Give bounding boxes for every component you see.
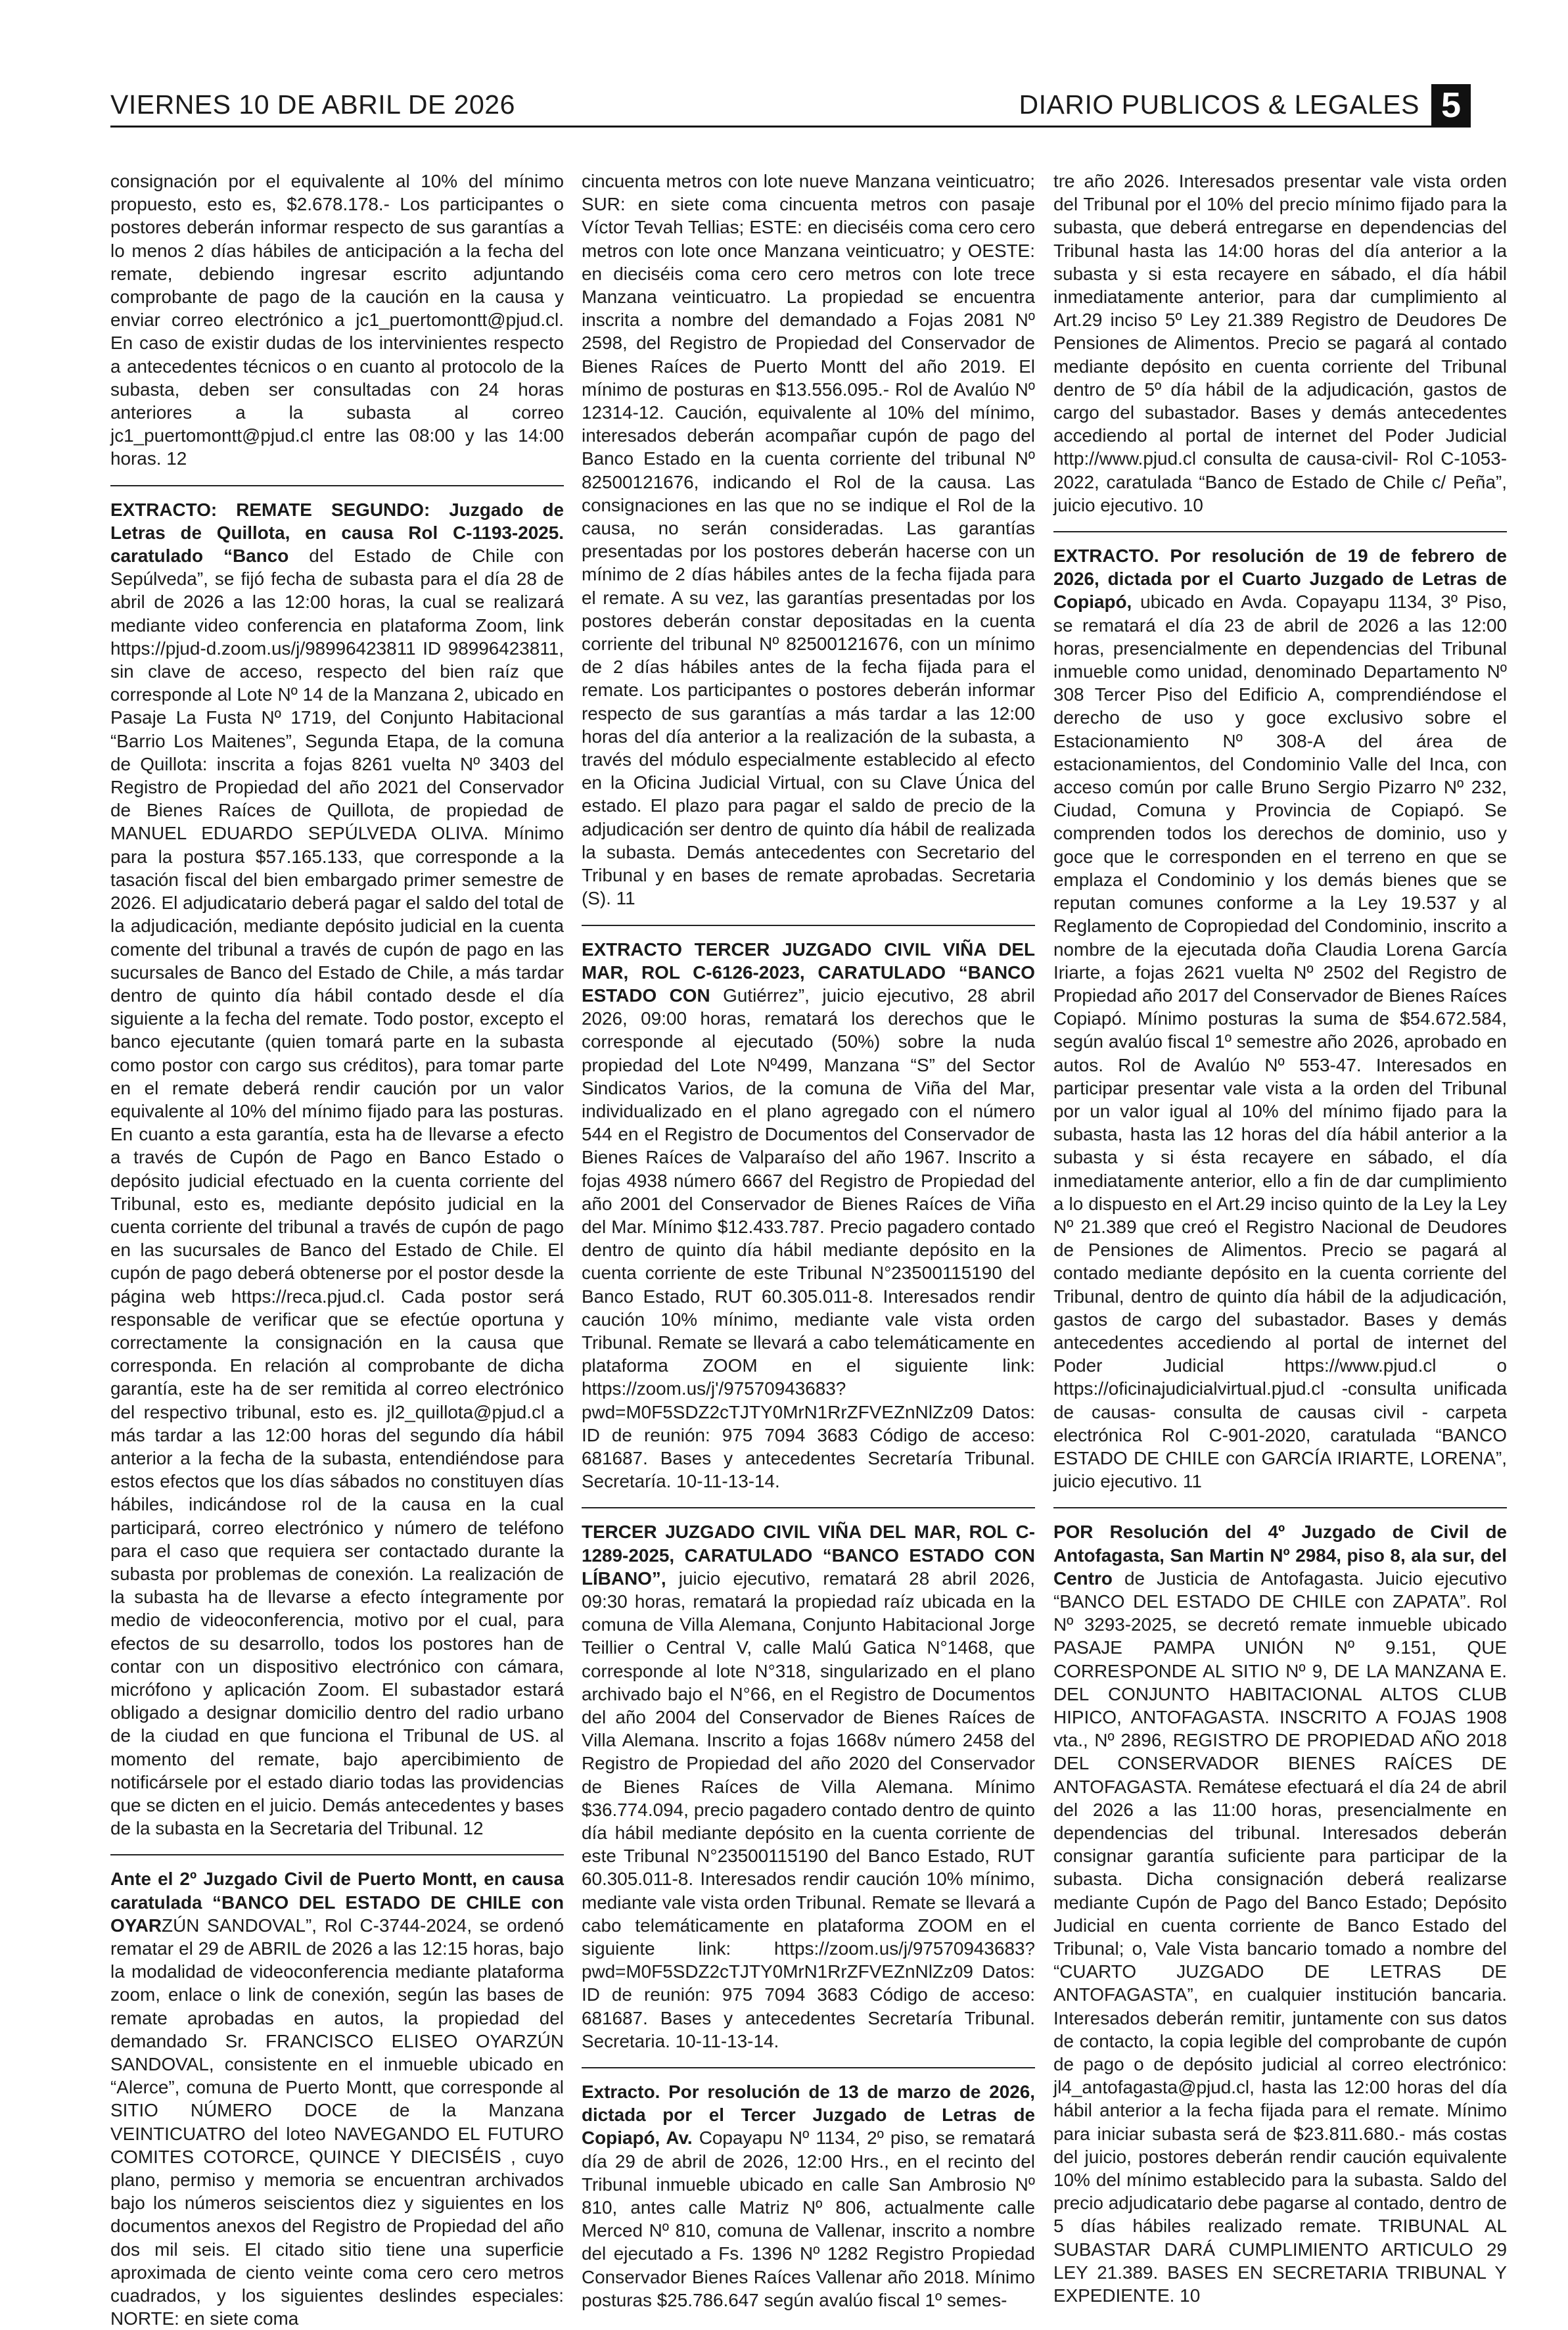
page-header xyxy=(110,85,1471,126)
page-number-badge: 5 xyxy=(1431,84,1471,126)
notice-separator xyxy=(1053,1507,1507,1508)
notice-text: POR Resolución del 4º Juzgado de Civil de Antofagasta, San Martin Nº 2984, piso 8, ala sur, del Centro de Justicia de Antofagasta. Juicio ejecutivo “BANCO DEL ESTADO DE CHILE con ZAPATA”. Rol Nº 3293-2025, se decretó remate inmueble ubicado PASAJE PAMPA UNIÓN Nº 9.151, QUE CORRESPONDE AL SITIO Nº 9, DE LA MANZANA E. DEL CONJUNTO HABITACIONAL ALTOS CLUB HIPICO, ANTOFAGASTA. INSCRITO A FOJAS 1908 vta., Nº 2896, REGISTRO DE PROPIEDAD AÑO 2018 DEL CONSERVADOR BIENES RAÍCES DE ANTOFAGASTA. Remátese efectuará el día 24 de abril del 2026 a las 11:00 horas, presencialmente en dependencias del tribunal. Interesados deberán consignar garantía suficiente para participar de la subasta. Dicha consignación deberá realizarse mediante Cupón de Pago del Banco Estado; Depósito Judicial en cuenta corriente de Banco Estado del Tribunal; o, Vale Vista bancario tomado a nombre del “CUARTO JUZGADO DE LETRAS DE ANTOFAGASTA”, en cualquier institución bancaria. Interesados deberán remitir, juntamente con sus datos de contacto, la copia legible del comprobante de cupón de pago o de depósito judicial al correo electrónico: jl4_antofagasta@pjud.cl, hasta las 12:00 horas del día hábil anterior a la fecha fijada para el remate. Mínimo para iniciar subasta será de $23.811.680.- más costas del juicio, postores deberán rendir caución equivalente 10% del mínimo establecido para la subasta. Saldo del precio adjudicatario debe pagarse al contado, dentro de 5 días hábiles realizado remate. TRIBUNAL AL SUBASTAR DARÁ CUMPLIMIENTO ARTICULO 29 LEY 21.389. BASES EN SECRETARIA TRIBUNAL Y EXPEDIENTE. 10 xyxy=(1053,1522,1508,2306)
column-1 xyxy=(110,170,565,2329)
notice-continuation xyxy=(582,170,1035,910)
column-3 xyxy=(1053,170,1508,2306)
notice-separator xyxy=(1053,531,1507,532)
issue-date: VIERNES 10 DE ABRIL DE 2026 xyxy=(110,89,515,120)
notice-antofagasta xyxy=(1053,1520,1507,2307)
notice-heading: POR Resolución del 4º Juzgado de Civil de Antofagasta, San Martin Nº 2984, piso 8, ala sur, del Centro xyxy=(1053,1522,1507,1589)
notice-continuation xyxy=(110,170,564,471)
notice-heading: TERCER JUZGADO CIVIL VIÑA DEL MAR, ROL C-1289-2025, CARATULADO “BANCO ESTADO CON LÍBANO”, xyxy=(582,1522,1035,1589)
notice-copiapo-tercer xyxy=(582,2080,1035,2312)
column-2 xyxy=(582,170,1036,2310)
notice-separator xyxy=(110,1854,564,1855)
notice-vina-gutierrez xyxy=(582,938,1035,1493)
notice-quillota xyxy=(110,498,564,1840)
notice-continuation xyxy=(1053,170,1507,517)
notice-puerto-montt xyxy=(110,1867,564,2330)
notice-heading: Ante el 2º Juzgado Civil de Puerto Montt, en causa caratulada “BANCO DEL ESTADO DE CHILE con OYAR xyxy=(110,1869,564,1936)
notice-text: tre año 2026. Interesados presentar vale vista orden del Tribunal por el 10% del precio mínimo fijado para la subasta, que deberá entregarse en dependencias del Tribunal hasta las 14:00 horas del día anterior a la subasta y si esta recayere en sábado, el día hábil inmediatamente anterior, para dar cumplimiento al Art.29 inciso 5º Ley 21.389 Registro de Deudores De Pensiones de Alimentos. Precio se pagará al contado mediante depósito en cuenta corriente del Tribunal dentro de 5º día hábil de la adjudicación, gastos de cargo del subastador. Bases y demás antecedentes accediendo al portal de internet del Poder Judicial http://www.pjud.cl consulta de causa-civil- Rol C-1053-2022, caratulada “Banco de Estado de Chile c/ Peña”, juicio ejecutivo. 10 xyxy=(1053,171,1507,515)
notice-copiapo-cuarto xyxy=(1053,544,1507,1493)
notice-text: TERCER JUZGADO CIVIL VIÑA DEL MAR, ROL C-1289-2025, CARATULADO “BANCO ESTADO CON LÍBANO”, juicio ejecutivo, rematará 28 abril 2026, 09:30 horas, rematará la propiedad raíz ubicada en la comuna de Villa Alemana, Conjunto Habitacional Jorge Teillier o Central V, calle Malú Gatica N°1468, que corresponde al lote N°318, singularizado en el plano archivado bajo el N°66, en el Registro de Documentos del año 2004 del Conservador de Bienes Raíces de Villa Alemana. Inscrito a fojas 1668v número 2458 del Registro de Propiedad del año 2020 del Conservador de Bienes Raíces de Villa Alemana. Mínimo $36.774.094, precio pagadero contado dentro de quinto día hábil mediante depósito en la cuenta corriente de este Tribunal N°23500115190 del Banco Estado, RUT 60.305.011-8. Interesados rendir caución 10% mínimo, mediante vale vista orden Tribunal. Remate se llevará a cabo telemáticamente en plataforma ZOOM en el siguiente link: https://zoom.us/j/97570943683?pwd=M0F5SDZ2cTJTY0MrN1RrZFVEZnNlZz09 Datos: ID de reunión: 975 7094 3683 Código de acceso: 681687. Bases y antecedentes Secretaría Tribunal. Secretaria. 10-11-13-14. xyxy=(582,1522,1035,2051)
notice-text: consignación por el equivalente al 10% del mínimo propuesto, esto es, $2.678.178.- Los participantes o postores deberán informar respecto de sus garantías a lo menos 2 días hábiles de anticipación a la fecha del remate, debiendo ingresar escrito adjuntando comprobante de pago de la caución en la causa y enviar correo electrónico a jc1_puertomontt@pjud.cl. En caso de existir dudas de los intervinientes respecto a antecedentes técnicos o en cuanto al protocolo de la subasta, deben ser consultadas con 24 horas anteriores a la subasta al correo jc1_puertomontt@pjud.cl entre las 08:00 y las 14:00 horas. 12 xyxy=(110,171,564,469)
notice-separator xyxy=(582,1507,1035,1508)
notice-heading: Extracto. Por resolución de 13 de marzo de 2026, dictada por el Tercer Juzgado de Letras de Copiapó, Av. xyxy=(582,2082,1035,2149)
notice-text: EXTRACTO: REMATE SEGUNDO: Juzgado de Letras de Quillota, en causa Rol C-1193-2025. caratulado “Banco del Estado de Chile con Sepúlveda”, se fijó fecha de subasta para el día 28 de abril de 2026 a las 12:00 horas, la cual se realizará mediante video conferencia en plataforma Zoom, link https://pjud-d.zoom.us/j/98996423811 ID 98996423811, sin clave de acceso, respecto del bien raíz que corresponde al Lote Nº 14 de la Manzana 2, ubicado en Pasaje La Fusta Nº 1719, del Conjunto Habitacional “Barrio Los Maitenes”, Segunda Etapa, de la comuna de Quillota: inscrita a fojas 8261 vuelta Nº 3403 del Registro de Propiedad del año 2021 del Conservador de Bienes Raíces de Quillota, de propiedad de MANUEL EDUARDO SEPÚLVEDA OLIVA. Mínimo para la postura $57.165.133, que corresponde a la tasación fiscal del bien embargado primer semestre de 2026. El adjudicatario deberá pagar el saldo del total de la adjudicación, mediante depósito judicial en la cuenta comente del tribunal a través de cupón de pago en las sucursales de Banco del Estado de Chile, a más tardar dentro de quinto día hábil contado desde el día siguiente a la fecha del remate. Todo postor, excepto el banco ejecutante (quien tomará parte en la subasta como postor con cargo sus créditos), para tomar parte en el remate deberá rendir caución por un valor equivalente al 10% del mínimo fijado para las posturas. En cuanto a esta garantía, esta ha de llevarse a efecto a través de Cupón de Pago en Banco Estado o depósito judicial efectuado en la cuenta corriente del Tribunal, esto es, mediante depósito judicial en la cuenta corriente del tribunal a través de cupón de pago en las sucursales de Banco del Estado de Chile. El cupón de pago deberá obtenerse por el postor desde la página web https://reca.pjud.cl. Cada postor será responsable de verificar que se efectúe oportuna y correctamente la consignación en la causa que corresponda. En relación al comprobante de dicha garantía, este ha de ser remitida al correo electrónico del respectivo tribunal, esto es. jl2_quillota@pjud.cl a más tardar a las 12:00 horas del segundo día hábil anterior a la fecha de la subasta, entendiéndose para estos efectos que los días sábados no constituyen días hábiles, indicándose rol de la causa en la cual participará, correo electrónico y número de teléfono para el caso que requiera ser contactado durante la subasta por problemas de conexión. La realización de la subasta ha de llevarse a efecto íntegramente por medio de videoconferencia, motivo por el cual, para efectos de su desarrollo, todos los postores han de contar con un dispositivo electrónico con cámara, micrófono y aplicación Zoom. El subastador estará obligado a designar domicilio dentro del radio urbano de la ciudad en que funciona el Tribunal de US. al momento del remate, bajo apercibimiento de notificársele por el estado diario todas las providencias que se dicten en el juicio. Demás antecedentes y bases de la subasta en la Secretaria del Tribunal. 12 xyxy=(110,499,565,1839)
notice-vina-libano xyxy=(582,1520,1035,2053)
notice-text: Ante el 2º Juzgado Civil de Puerto Montt, en causa caratulada “BANCO DEL ESTADO DE CHILE con OYARZÚN SANDOVAL”, Rol C-3744-2024, se ordenó rematar el 29 de ABRIL de 2026 a las 12:15 horas, bajo la modalidad de videoconferencia mediante plataforma zoom, enlace o link de conexión, según las bases de remate aprobadas en autos, la propiedad del demandado Sr. FRANCISCO ELISEO OYARZÚN SANDOVAL, consistente en el inmueble ubicado en “Alerce”, comuna de Puerto Montt, que corresponde al SITIO NÚMERO DOCE de la Manzana VEINTICUATRO del loteo NAVEGANDO EL FUTURO COMITES COTORCE, QUINCE Y DIECISÉIS , cuyo plano, permiso y memoria se encuentran archivados bajo los números seiscientos diez y siguientes en los documentos anexos del Registro de Propiedad del año dos mil seis. El citado sitio tiene una superficie aproximada de ciento veinte coma cero cero metros cuadrados, y los siguientes deslindes especiales: NORTE: en siete coma xyxy=(110,1869,564,2329)
section-title: DIARIO PUBLICOS & LEGALES xyxy=(1019,89,1419,120)
notice-text: EXTRACTO. Por resolución de 19 de febrero de 2026, dictada por el Cuarto Juzgado de Letras de Copiapó, ubicado en Avda. Copayapu 1134, 3º Piso, se rematará el día 23 de abril de 2026 a las 12:00 horas, presencialmente en dependencias del Tribunal inmueble como unidad, denominado Departamento Nº 308 Tercer Piso del Edificio A, comprendiéndose el derecho de uso y goce exclusivo sobre el Estacionamiento Nº 308-A del área de estacionamientos, del Condominio Valle del Inca, con acceso común por calle Bruno Sergio Pizarro Nº 232, Ciudad, Comuna y Provincia de Copiapó. Se comprenden todos los derechos de dominio, uso y goce que le corresponden en el terreno en que se emplaza el Condominio y los demás bienes que se reputan comunes conforme a la Ley 19.537 y al Reglamento de Copropiedad del Condominio, inscrito a nombre de la ejecutada doña Claudia Lorena García Iriarte, a fojas 2621 vuelta Nº 2502 del Registro de Propiedad año 2017 del Conservador de Bienes Raíces Copiapó. Mínimo posturas la suma de $54.672.584, según avalúo fiscal 1º semestre año 2026, aprobado en autos. Rol de Avalúo Nº 553-47. Interesados en participar presentar vale vista a la orden del Tribunal por un valor igual al 10% del mínimo fijado para la subasta, hasta las 12 horas del día hábil anterior a la subasta y si ésta recayere en sábado, el día inmediatamente anterior, ello a fin de dar cumplimiento a lo dispuesto en el Art.29 inciso quinto de la Ley la Ley Nº 21.389 que creó el Registro Nacional de Deudores de Pensiones de Alimentos. Precio se pagará al contado mediante depósito en la cuenta corriente del Tribunal, dentro de quinto día hábil de la adjudicación, gastos de cargo del subastador. Bases y demás antecedentes accediendo al portal de internet del Poder Judicial https://www.pjud.cl o https://oficinajudicialvirtual.pjud.cl -consulta unificada de causas- consulta de causas civil - carpeta electrónica Rol C-901-2020, caratulada “BANCO ESTADO DE CHILE con GARCÍA IRIARTE, LORENA”, juicio ejecutivo. 11 xyxy=(1053,546,1507,1492)
notice-heading: EXTRACTO: REMATE SEGUNDO: Juzgado de Letras de Quillota, en causa Rol C-1193-2025. caratulado “Banco xyxy=(110,499,564,567)
header-rule xyxy=(110,126,1471,128)
notice-text: Extracto. Por resolución de 13 de marzo de 2026, dictada por el Tercer Juzgado de Letras de Copiapó, Av. Copayapu Nº 1134, 2º piso, se rematará día 29 de abril de 2026, 12:00 Hrs., en el recinto del Tribunal inmueble ubicado en calle San Ambrosio Nº 810, antes calle Matriz Nº 806, actualmente calle Merced Nº 810, comuna de Vallenar, inscrito a nombre del ejecutado a Fs. 1396 Nº 1282 Registro Propiedad Conservador Bienes Raíces Vallenar año 2018. Mínimo posturas $25.786.647 según avalúo fiscal 1º semes- xyxy=(582,2082,1036,2310)
notice-heading: EXTRACTO. Por resolución de 19 de febrero de 2026, dictada por el Cuarto Juzgado de Letras de Copiapó, xyxy=(1053,546,1507,613)
notice-heading: EXTRACTO TERCER JUZGADO CIVIL VIÑA DEL MAR, ROL C-6126-2023, CARATULADO “BANCO ESTADO CON xyxy=(582,939,1035,1006)
notice-text: EXTRACTO TERCER JUZGADO CIVIL VIÑA DEL MAR, ROL C-6126-2023, CARATULADO “BANCO ESTADO CON Gutiérrez”, juicio ejecutivo, 28 abril 2026, 09:00 horas, rematará los derechos que le corresponde al ejecutado (50%) sobre la nuda propiedad del Lote Nº499, Manzana “S” del Sector Sindicatos Varios, de la comuna de Viña del Mar, individualizado en el plano agregado con el número 544 en el Registro de Documentos del Conservador de Bienes Raíces de Valparaíso del año 1967. Inscrito a fojas 4938 número 6667 del Registro de Propiedad del año 2001 del Conservador de Bienes Raíces de Viña del Mar. Mínimo $12.433.787. Precio pagadero contado dentro de quinto día hábil mediante depósito en la cuenta corriente de este Tribunal N°23500115190 del Banco Estado, RUT 60.305.011-8. Interesados rendir caución 10% mínimo, mediante vale vista orden Tribunal. Remate se llevará a cabo telemáticamente en plataforma ZOOM en el siguiente link: https://zoom.us/j'/97570943683?pwd=M0F5SDZ2cTJTY0MrN1RrZFVEZnNlZz09 Datos: ID de reunión: 975 7094 3683 Código de acceso: 681687. Bases y antecedentes Secretaría Tribunal. Secretaría. 10-11-13-14. xyxy=(582,939,1035,1492)
notice-separator xyxy=(582,925,1035,926)
notice-separator xyxy=(582,2067,1035,2068)
notice-text: cincuenta metros con lote nueve Manzana veinticuatro; SUR: en siete coma cincuenta metros con pasaje Víctor Tevah Tellias; ESTE: en dieciséis coma cero cero metros con lote once Manzana veinticuatro; y OESTE: en dieciséis coma cero cero metros con lote trece Manzana veinticuatro. La propiedad se encuentra inscrita a nombre del demandado a Fojas 2081 Nº 2598, del Registro de Propiedad del Conservador de Bienes Raíces de Puerto Montt del año 2019. El mínimo de posturas en $13.556.095.- Rol de Avalúo Nº 12314-12. Caución, equivalente al 10% del mínimo, interesados deberán acompañar cupón de pago del Banco Estado en la cuenta corriente del tribunal Nº 82500121676, indicando el Rol de la causa. Las consignaciones en las que no se indique el Rol de la causa, no serán consideradas. Las garantías presentadas por los postores deberán hacerse con un mínimo de 2 días hábiles antes de la fecha fijada para el remate. A su vez, las garantías presentadas por los postores deberán constar depositadas en la cuenta corriente del tribunal Nº 82500121676, con un mínimo de 2 días hábiles antes de la fecha fijada para el remate. Los participantes o postores deberán informar respecto de sus garantías a más tardar a las 12:00 horas del día anterior a la realización de la subasta, a través del módulo especialmente establecido al efecto en la Oficina Judicial Virtual, con su Clave Única del estado. El plazo para pagar el saldo de precio de la adjudicación ser dentro de quinto día hábil de realizada la subasta. Demás antecedentes con Secretario del Tribunal y en bases de remate aprobadas. Secretaria (S). 11 xyxy=(582,171,1035,909)
notice-separator xyxy=(110,485,564,486)
